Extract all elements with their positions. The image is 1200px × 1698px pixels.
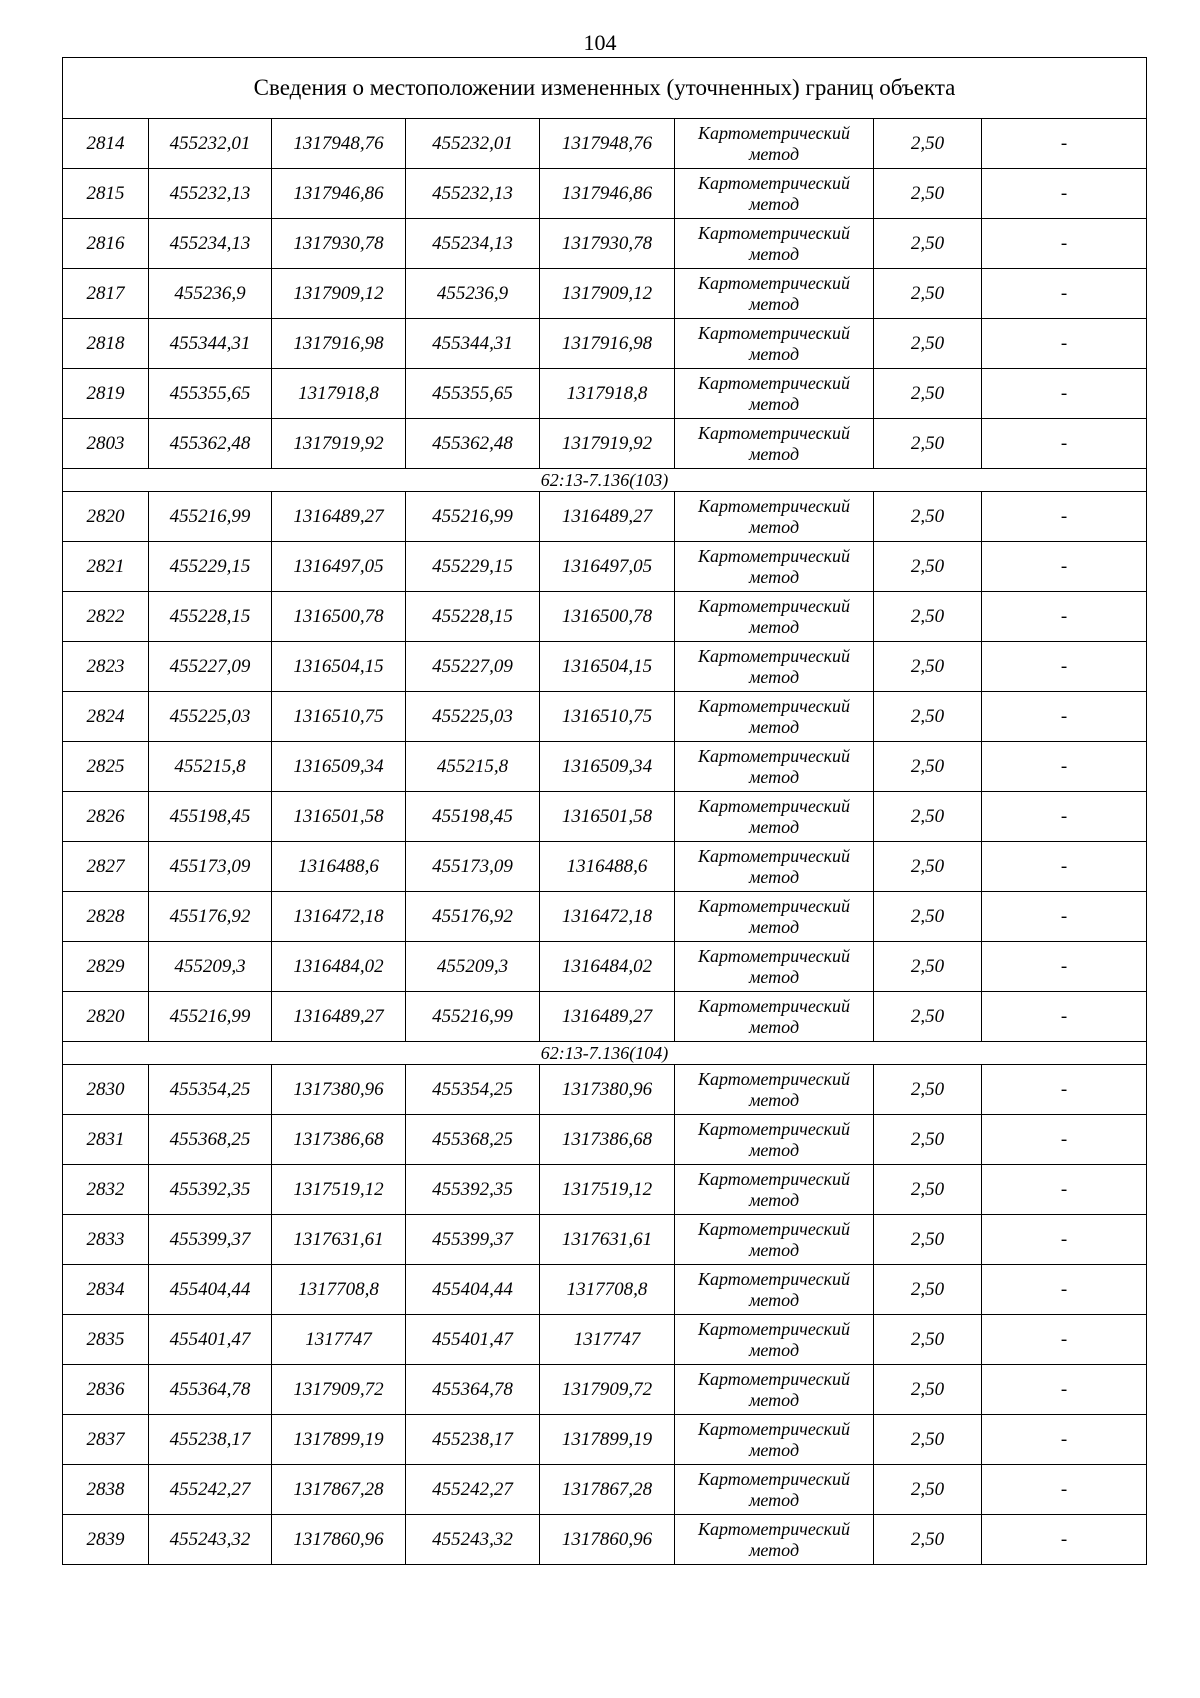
refined-y-cell: 1317909,12: [540, 269, 675, 319]
accuracy-cell: 2,50: [874, 992, 982, 1042]
method-cell: Картометрический метод: [675, 319, 874, 369]
point-number-cell: 2834: [63, 1265, 149, 1315]
table-row: [63, 319, 1147, 369]
existing-x-cell: 455354,25: [149, 1065, 272, 1115]
point-number-cell: 2817: [63, 269, 149, 319]
description-cell: -: [982, 1115, 1147, 1165]
accuracy-cell: 2,50: [874, 692, 982, 742]
existing-x-cell: 455173,09: [149, 842, 272, 892]
refined-x-cell: 455198,45: [406, 792, 540, 842]
accuracy-cell: 2,50: [874, 419, 982, 469]
table-row: [63, 1365, 1147, 1415]
point-number-cell: 2832: [63, 1165, 149, 1215]
existing-y-cell: 1317918,8: [272, 369, 406, 419]
refined-y-cell: 1317899,19: [540, 1415, 675, 1465]
method-cell: Картометрический метод: [675, 119, 874, 169]
refined-y-cell: 1316489,27: [540, 992, 675, 1042]
accuracy-cell: 2,50: [874, 169, 982, 219]
method-cell: Картометрический метод: [675, 1315, 874, 1365]
refined-x-cell: 455368,25: [406, 1115, 540, 1165]
accuracy-cell: 2,50: [874, 1515, 982, 1565]
refined-y-cell: 1317930,78: [540, 219, 675, 269]
existing-y-cell: 1317860,96: [272, 1515, 406, 1565]
existing-y-cell: 1316489,27: [272, 492, 406, 542]
description-cell: -: [982, 119, 1147, 169]
existing-y-cell: 1317386,68: [272, 1115, 406, 1165]
description-cell: -: [982, 369, 1147, 419]
accuracy-cell: 2,50: [874, 1065, 982, 1115]
refined-y-cell: 1316509,34: [540, 742, 675, 792]
existing-y-cell: 1317909,12: [272, 269, 406, 319]
table-row: [63, 1065, 1147, 1115]
refined-y-cell: 1316484,02: [540, 942, 675, 992]
method-cell: Картометрический метод: [675, 792, 874, 842]
refined-y-cell: 1317708,8: [540, 1265, 675, 1315]
section-heading-row: [63, 1042, 1147, 1065]
refined-x-cell: 455216,99: [406, 492, 540, 542]
accuracy-cell: 2,50: [874, 369, 982, 419]
accuracy-cell: 2,50: [874, 269, 982, 319]
method-cell: Картометрический метод: [675, 369, 874, 419]
refined-y-cell: 1317519,12: [540, 1165, 675, 1215]
existing-x-cell: 455228,15: [149, 592, 272, 642]
method-cell: Картометрический метод: [675, 1065, 874, 1115]
point-number-cell: 2814: [63, 119, 149, 169]
refined-y-cell: 1317867,28: [540, 1465, 675, 1515]
existing-x-cell: 455242,27: [149, 1465, 272, 1515]
refined-y-cell: 1317380,96: [540, 1065, 675, 1115]
method-cell: Картометрический метод: [675, 1215, 874, 1265]
existing-y-cell: 1317919,92: [272, 419, 406, 469]
accuracy-cell: 2,50: [874, 492, 982, 542]
refined-x-cell: 455242,27: [406, 1465, 540, 1515]
description-cell: -: [982, 1165, 1147, 1215]
existing-x-cell: 455368,25: [149, 1115, 272, 1165]
table-body: [63, 58, 1147, 1565]
method-cell: Картометрический метод: [675, 892, 874, 942]
point-number-cell: 2831: [63, 1115, 149, 1165]
table-row: [63, 842, 1147, 892]
table-row: [63, 1215, 1147, 1265]
refined-y-cell: 1316501,58: [540, 792, 675, 842]
method-cell: Картометрический метод: [675, 1465, 874, 1515]
existing-y-cell: 1316484,02: [272, 942, 406, 992]
accuracy-cell: 2,50: [874, 592, 982, 642]
refined-x-cell: 455176,92: [406, 892, 540, 942]
method-cell: Картометрический метод: [675, 492, 874, 542]
existing-y-cell: 1316500,78: [272, 592, 406, 642]
refined-y-cell: 1317918,8: [540, 369, 675, 419]
refined-y-cell: 1316500,78: [540, 592, 675, 642]
table-row: [63, 692, 1147, 742]
accuracy-cell: 2,50: [874, 1115, 982, 1165]
existing-y-cell: 1316489,27: [272, 992, 406, 1042]
point-number-cell: 2836: [63, 1365, 149, 1415]
method-cell: Картометрический метод: [675, 1115, 874, 1165]
existing-x-cell: 455229,15: [149, 542, 272, 592]
boundary-coordinates-table: [62, 57, 1147, 1565]
description-cell: -: [982, 692, 1147, 742]
table-row: [63, 892, 1147, 942]
refined-x-cell: 455344,31: [406, 319, 540, 369]
table-row: [63, 1165, 1147, 1215]
point-number-cell: 2833: [63, 1215, 149, 1265]
refined-x-cell: 455229,15: [406, 542, 540, 592]
existing-x-cell: 455364,78: [149, 1365, 272, 1415]
refined-y-cell: 1316497,05: [540, 542, 675, 592]
existing-y-cell: 1316488,6: [272, 842, 406, 892]
existing-x-cell: 455225,03: [149, 692, 272, 742]
description-cell: -: [982, 1065, 1147, 1115]
accuracy-cell: 2,50: [874, 219, 982, 269]
existing-y-cell: 1317747: [272, 1315, 406, 1365]
point-number-cell: 2821: [63, 542, 149, 592]
point-number-cell: 2816: [63, 219, 149, 269]
existing-x-cell: 455227,09: [149, 642, 272, 692]
table-row: [63, 269, 1147, 319]
refined-x-cell: 455234,13: [406, 219, 540, 269]
accuracy-cell: 2,50: [874, 1165, 982, 1215]
point-number-cell: 2823: [63, 642, 149, 692]
description-cell: -: [982, 269, 1147, 319]
method-cell: Картометрический метод: [675, 269, 874, 319]
table-row: [63, 592, 1147, 642]
table-row: [63, 219, 1147, 269]
refined-x-cell: 455225,03: [406, 692, 540, 742]
refined-x-cell: 455209,3: [406, 942, 540, 992]
accuracy-cell: 2,50: [874, 842, 982, 892]
refined-y-cell: 1317860,96: [540, 1515, 675, 1565]
method-cell: Картометрический метод: [675, 742, 874, 792]
refined-x-cell: 455401,47: [406, 1315, 540, 1365]
existing-x-cell: 455209,3: [149, 942, 272, 992]
refined-x-cell: 455392,35: [406, 1165, 540, 1215]
point-number-cell: 2818: [63, 319, 149, 369]
refined-y-cell: 1316488,6: [540, 842, 675, 892]
refined-x-cell: 455399,37: [406, 1215, 540, 1265]
existing-y-cell: 1317899,19: [272, 1415, 406, 1465]
table-title-row: [63, 58, 1147, 119]
method-cell: Картометрический метод: [675, 692, 874, 742]
table-row: [63, 369, 1147, 419]
existing-y-cell: 1317916,98: [272, 319, 406, 369]
existing-y-cell: 1316501,58: [272, 792, 406, 842]
point-number-cell: 2820: [63, 992, 149, 1042]
existing-y-cell: 1317948,76: [272, 119, 406, 169]
refined-y-cell: 1317909,72: [540, 1365, 675, 1415]
description-cell: -: [982, 792, 1147, 842]
refined-y-cell: 1317747: [540, 1315, 675, 1365]
refined-y-cell: 1316472,18: [540, 892, 675, 942]
point-number-cell: 2828: [63, 892, 149, 942]
accuracy-cell: 2,50: [874, 1265, 982, 1315]
refined-x-cell: 455173,09: [406, 842, 540, 892]
existing-y-cell: 1316504,15: [272, 642, 406, 692]
refined-y-cell: 1317948,76: [540, 119, 675, 169]
description-cell: -: [982, 319, 1147, 369]
method-cell: Картометрический метод: [675, 1265, 874, 1315]
refined-x-cell: 455232,01: [406, 119, 540, 169]
point-number-cell: 2830: [63, 1065, 149, 1115]
description-cell: -: [982, 1465, 1147, 1515]
existing-y-cell: 1317708,8: [272, 1265, 406, 1315]
existing-x-cell: 455399,37: [149, 1215, 272, 1265]
point-number-cell: 2815: [63, 169, 149, 219]
table-row: [63, 742, 1147, 792]
description-cell: -: [982, 1315, 1147, 1365]
refined-x-cell: 455232,13: [406, 169, 540, 219]
method-cell: Картометрический метод: [675, 169, 874, 219]
existing-x-cell: 455392,35: [149, 1165, 272, 1215]
refined-y-cell: 1316489,27: [540, 492, 675, 542]
method-cell: Картометрический метод: [675, 842, 874, 892]
refined-x-cell: 455238,17: [406, 1415, 540, 1465]
existing-y-cell: 1316497,05: [272, 542, 406, 592]
existing-x-cell: 455216,99: [149, 992, 272, 1042]
point-number-cell: 2837: [63, 1415, 149, 1465]
description-cell: -: [982, 1265, 1147, 1315]
existing-x-cell: 455355,65: [149, 369, 272, 419]
description-cell: -: [982, 542, 1147, 592]
description-cell: -: [982, 642, 1147, 692]
existing-x-cell: 455243,32: [149, 1515, 272, 1565]
table-row: [63, 1315, 1147, 1365]
description-cell: -: [982, 492, 1147, 542]
accuracy-cell: 2,50: [874, 1465, 982, 1515]
existing-x-cell: 455216,99: [149, 492, 272, 542]
existing-x-cell: 455344,31: [149, 319, 272, 369]
existing-x-cell: 455362,48: [149, 419, 272, 469]
refined-y-cell: 1317946,86: [540, 169, 675, 219]
method-cell: Картометрический метод: [675, 419, 874, 469]
table-row: [63, 169, 1147, 219]
description-cell: -: [982, 892, 1147, 942]
accuracy-cell: 2,50: [874, 742, 982, 792]
table-row: [63, 542, 1147, 592]
method-cell: Картометрический метод: [675, 1415, 874, 1465]
refined-y-cell: 1317919,92: [540, 419, 675, 469]
description-cell: -: [982, 1215, 1147, 1265]
section-heading-row: [63, 469, 1147, 492]
refined-y-cell: 1317916,98: [540, 319, 675, 369]
method-cell: Картометрический метод: [675, 942, 874, 992]
point-number-cell: 2827: [63, 842, 149, 892]
accuracy-cell: 2,50: [874, 319, 982, 369]
method-cell: Картометрический метод: [675, 592, 874, 642]
method-cell: Картометрический метод: [675, 1365, 874, 1415]
table-row: [63, 1115, 1147, 1165]
refined-x-cell: 455362,48: [406, 419, 540, 469]
table-title: Сведения о местоположении измененных (уточненных) границ объекта: [63, 58, 1147, 119]
table-row: [63, 1265, 1147, 1315]
description-cell: -: [982, 1515, 1147, 1565]
existing-x-cell: 455401,47: [149, 1315, 272, 1365]
existing-y-cell: 1317946,86: [272, 169, 406, 219]
section-heading: 62:13-7.136(104): [63, 1042, 1147, 1065]
point-number-cell: 2820: [63, 492, 149, 542]
description-cell: -: [982, 1365, 1147, 1415]
description-cell: -: [982, 1415, 1147, 1465]
existing-x-cell: 455238,17: [149, 1415, 272, 1465]
table-row: [63, 1465, 1147, 1515]
existing-x-cell: 455236,9: [149, 269, 272, 319]
point-number-cell: 2829: [63, 942, 149, 992]
existing-y-cell: 1317631,61: [272, 1215, 406, 1265]
refined-x-cell: 455236,9: [406, 269, 540, 319]
point-number-cell: 2803: [63, 419, 149, 469]
method-cell: Картометрический метод: [675, 542, 874, 592]
refined-x-cell: 455227,09: [406, 642, 540, 692]
existing-y-cell: 1317909,72: [272, 1365, 406, 1415]
page-number: 104: [583, 30, 617, 55]
method-cell: Картометрический метод: [675, 1515, 874, 1565]
table-row: [63, 992, 1147, 1042]
method-cell: Картометрический метод: [675, 992, 874, 1042]
point-number-cell: 2839: [63, 1515, 149, 1565]
accuracy-cell: 2,50: [874, 942, 982, 992]
existing-y-cell: 1317380,96: [272, 1065, 406, 1115]
table-row: [63, 492, 1147, 542]
accuracy-cell: 2,50: [874, 1415, 982, 1465]
accuracy-cell: 2,50: [874, 1315, 982, 1365]
table-row: [63, 1515, 1147, 1565]
table-row: [63, 419, 1147, 469]
accuracy-cell: 2,50: [874, 642, 982, 692]
existing-y-cell: 1316472,18: [272, 892, 406, 942]
refined-y-cell: 1316510,75: [540, 692, 675, 742]
point-number-cell: 2819: [63, 369, 149, 419]
refined-y-cell: 1317386,68: [540, 1115, 675, 1165]
table-row: [63, 942, 1147, 992]
point-number-cell: 2824: [63, 692, 149, 742]
description-cell: -: [982, 842, 1147, 892]
accuracy-cell: 2,50: [874, 542, 982, 592]
existing-y-cell: 1316509,34: [272, 742, 406, 792]
refined-x-cell: 455354,25: [406, 1065, 540, 1115]
point-number-cell: 2838: [63, 1465, 149, 1515]
accuracy-cell: 2,50: [874, 1215, 982, 1265]
existing-x-cell: 455232,13: [149, 169, 272, 219]
point-number-cell: 2822: [63, 592, 149, 642]
accuracy-cell: 2,50: [874, 119, 982, 169]
existing-x-cell: 455176,92: [149, 892, 272, 942]
existing-y-cell: 1317519,12: [272, 1165, 406, 1215]
method-cell: Картометрический метод: [675, 642, 874, 692]
point-number-cell: 2835: [63, 1315, 149, 1365]
existing-x-cell: 455215,8: [149, 742, 272, 792]
accuracy-cell: 2,50: [874, 892, 982, 942]
refined-y-cell: 1317631,61: [540, 1215, 675, 1265]
refined-x-cell: 455243,32: [406, 1515, 540, 1565]
table-row: [63, 642, 1147, 692]
refined-x-cell: 455215,8: [406, 742, 540, 792]
description-cell: -: [982, 592, 1147, 642]
refined-y-cell: 1316504,15: [540, 642, 675, 692]
existing-y-cell: 1317930,78: [272, 219, 406, 269]
existing-y-cell: 1316510,75: [272, 692, 406, 742]
table-row: [63, 119, 1147, 169]
existing-x-cell: 455404,44: [149, 1265, 272, 1315]
point-number-cell: 2825: [63, 742, 149, 792]
description-cell: -: [982, 169, 1147, 219]
description-cell: -: [982, 419, 1147, 469]
method-cell: Картометрический метод: [675, 1165, 874, 1215]
refined-x-cell: 455364,78: [406, 1365, 540, 1415]
existing-x-cell: 455234,13: [149, 219, 272, 269]
description-cell: -: [982, 219, 1147, 269]
accuracy-cell: 2,50: [874, 1365, 982, 1415]
existing-x-cell: 455232,01: [149, 119, 272, 169]
refined-x-cell: 455228,15: [406, 592, 540, 642]
refined-x-cell: 455216,99: [406, 992, 540, 1042]
existing-x-cell: 455198,45: [149, 792, 272, 842]
description-cell: -: [982, 992, 1147, 1042]
refined-x-cell: 455355,65: [406, 369, 540, 419]
accuracy-cell: 2,50: [874, 792, 982, 842]
refined-x-cell: 455404,44: [406, 1265, 540, 1315]
method-cell: Картометрический метод: [675, 219, 874, 269]
table-row: [63, 792, 1147, 842]
existing-y-cell: 1317867,28: [272, 1465, 406, 1515]
description-cell: -: [982, 742, 1147, 792]
table-row: [63, 1415, 1147, 1465]
section-heading: 62:13-7.136(103): [63, 469, 1147, 492]
description-cell: -: [982, 942, 1147, 992]
point-number-cell: 2826: [63, 792, 149, 842]
